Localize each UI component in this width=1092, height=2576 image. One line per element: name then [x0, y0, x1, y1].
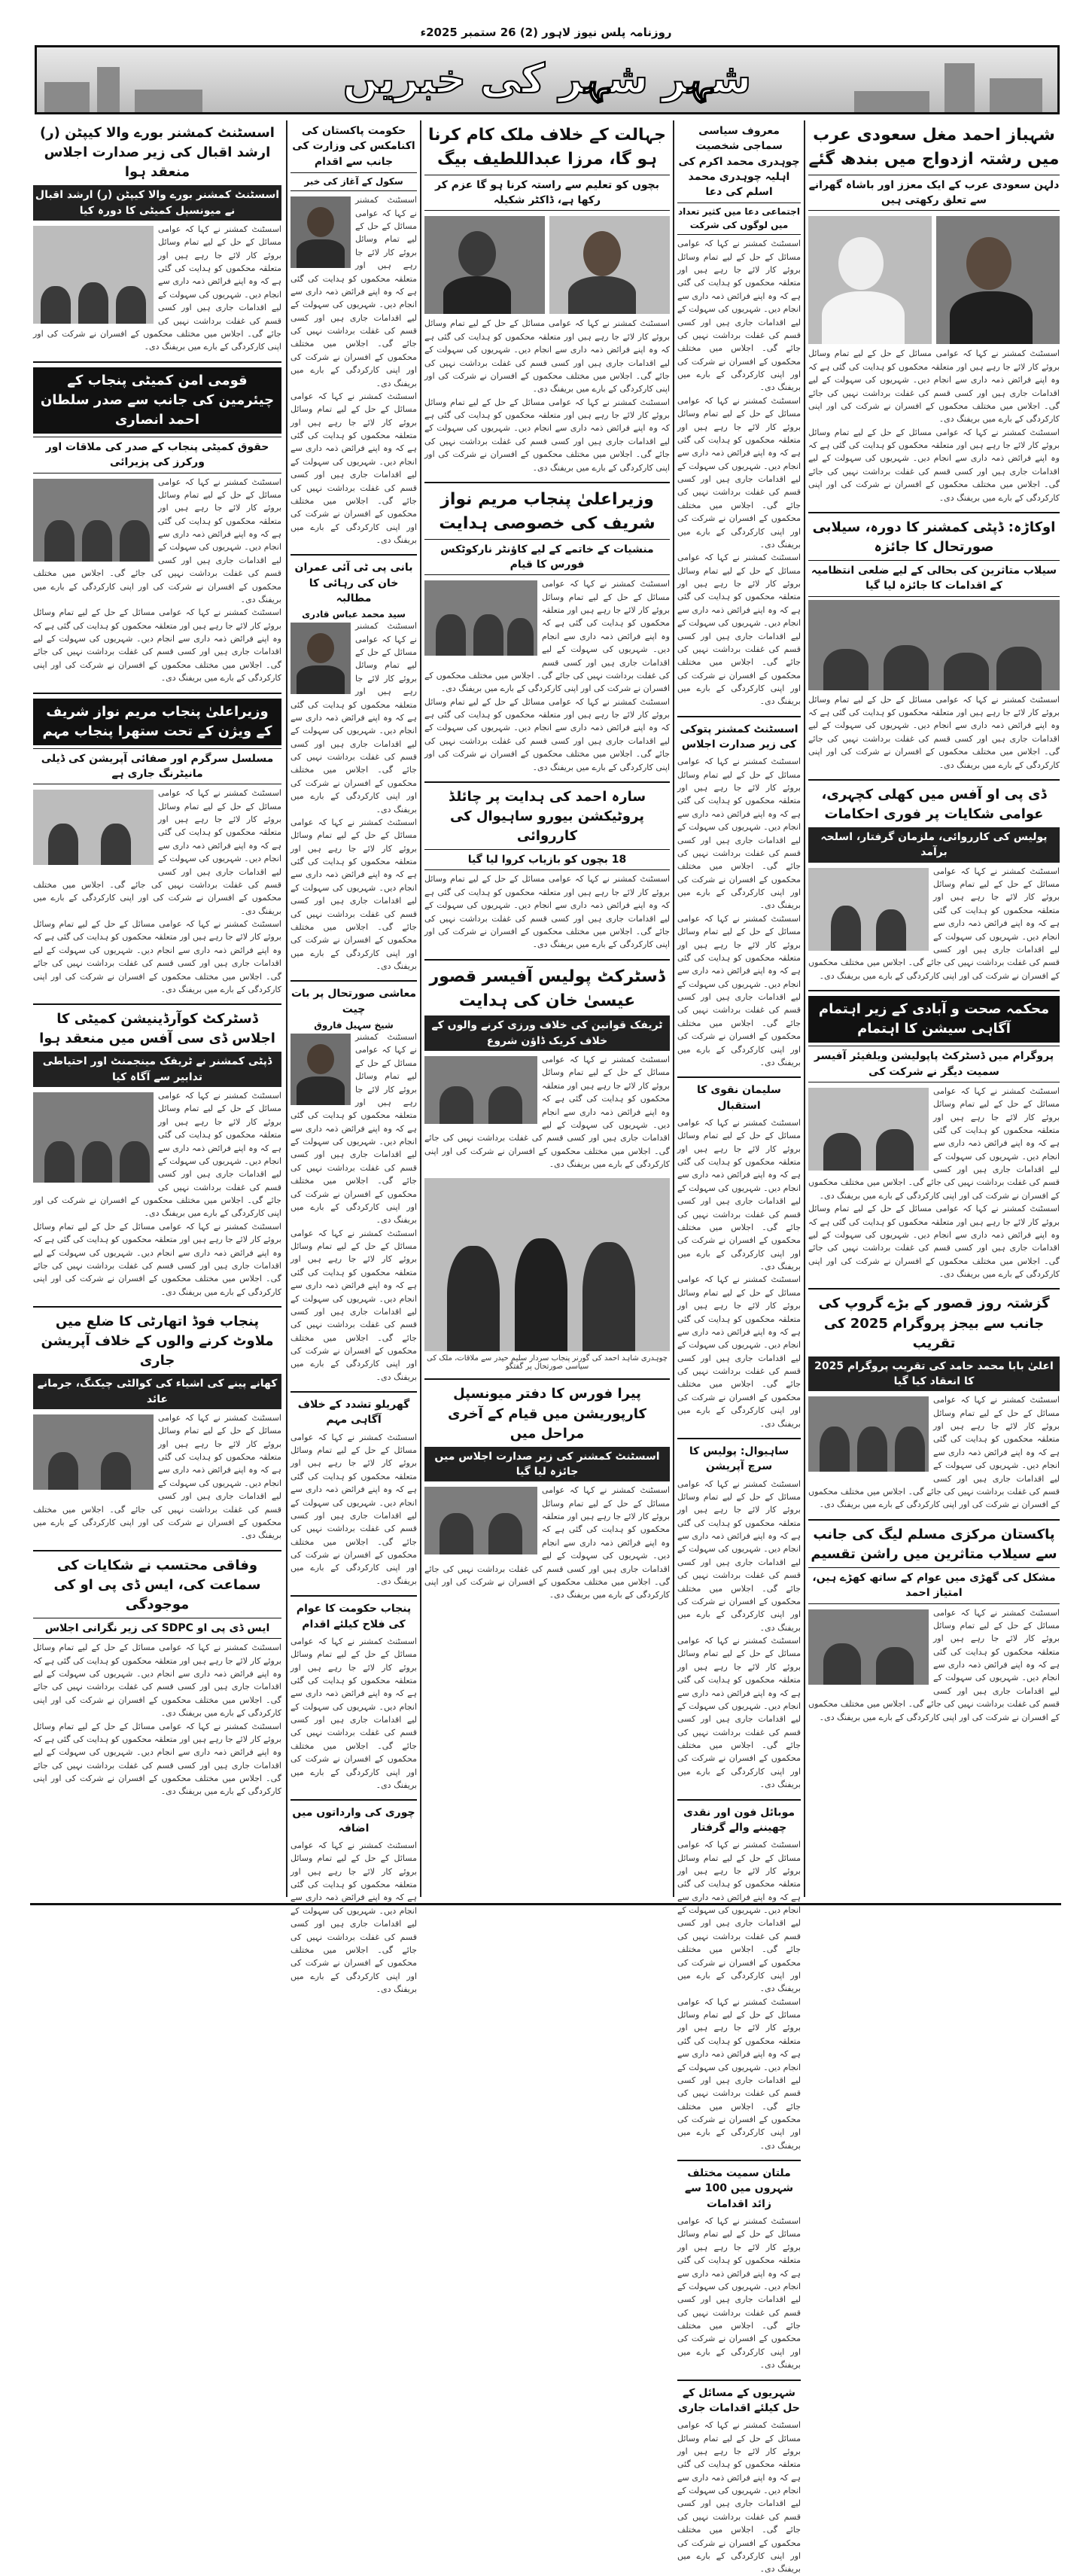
ceremony-photo	[808, 1396, 929, 1472]
section-banner	[35, 45, 1060, 114]
headline: پنجاب فوڈ اتھارٹی کا ضلع میں ملاوٹ کرنے والوں کے خلاف آپریشن جاری	[41, 1314, 274, 1369]
article-body: اسسٹنٹ کمشنر نے کہا کہ عوامی مسائل کے حل کے لیے تمام وسائل بروئے کار لائے جا رہے ہیں اور متعلقہ محکموں کو ہدایت کی گئی ہے کہ وہ اپنے فرائض ذمہ داری سے انجام دیں۔ شہریوں کی سہولت کے لیے اقدامات جاری ہیں اور کسی قسم کی غفلت برداشت نہیں کی جائے گی۔ اجلاس میں مختلف محکموں کے افسران نے شرکت کی اور اپنی کارکردگی کے بارے میں بریفنگ دی۔	[33, 1643, 281, 1719]
headline: ڈسٹرکٹ کوآرڈینیشن کمیٹی کا اجلاس ڈی سی آفس میں منعقد ہوا	[39, 1011, 275, 1047]
article-body: اسسٹنٹ کمشنر نے کہا کہ عوامی مسائل کے حل کے لیے تمام وسائل بروئے کار لائے جا رہے ہیں اور متعلقہ محکموں کو ہدایت کی گئی ہے کہ وہ اپنے فرائض ذمہ داری سے انجام دیں۔ شہریوں کی سہولت کے لیے اقدامات جاری ہیں اور کسی قسم کی غفلت برداشت نہیں کی جائے گی۔ اجلاس میں مختلف محکموں کے افسران نے شرکت کی اور اپنی کارکردگی کے بارے میں بریفنگ دی۔	[677, 757, 801, 911]
guest-photo	[808, 216, 932, 344]
article-suthra-punjab	[33, 699, 281, 997]
article-body: اسسٹنٹ کمشنر نے کہا کہ عوامی مسائل کے حل کے لیے تمام وسائل بروئے کار لائے جا رہے ہیں اور متعلقہ محکموں کو ہدایت کی گئی ہے کہ وہ اپنے فرائض ذمہ داری سے انجام دیں۔ شہریوں کی سہولت کے لیے اقدامات جاری ہیں اور کسی قسم کی غفلت برداشت نہیں کی جائے گی۔ اجلاس میں مختلف محکموں کے افسران نے شرکت کی اور اپنی کارکردگی کے بارے میں بریفنگ دی۔	[677, 2420, 801, 2574]
article-body: اسسٹنٹ کمشنر نے کہا کہ عوامی مسائل کے حل کے لیے تمام وسائل بروئے کار لائے جا رہے ہیں اور متعلقہ محکموں کو ہدایت کی گئی ہے کہ وہ اپنے فرائض ذمہ داری سے انجام دیں۔ شہریوں کی سہولت کے لیے اقدامات جاری ہیں اور کسی قسم کی غفلت برداشت نہیں کی جائے گی۔ اجلاس میں مختلف محکموں کے افسران نے شرکت کی اور اپنی کارکردگی کے بارے میں بریفنگ دی۔	[33, 477, 281, 604]
article-body: اسسٹنٹ کمشنر نے کہا کہ عوامی مسائل کے حل کے لیے تمام وسائل بروئے کار لائے جا رہے ہیں اور متعلقہ محکموں کو ہدایت کی گئی ہے کہ وہ اپنے فرائض ذمہ داری سے انجام دیں۔ شہریوں کی سہولت کے لیے اقدامات جاری ہیں اور کسی قسم کی غفلت برداشت نہیں کی جائے گی۔ اجلاس میں مختلف محکموں کے افسران نے شرکت کی اور اپنی کارکردگی کے بارے میں بریفنگ دی۔	[424, 874, 670, 950]
article-pti	[290, 560, 417, 973]
article-governor	[424, 1178, 670, 1371]
headline: پاکستان مرکزی مسلم لیگ کی جانب سے سیلاب متاثرین میں راشن تقسیم	[811, 1526, 1057, 1562]
article-body: اسسٹنٹ کمشنر نے کہا کہ عوامی مسائل کے حل کے لیے تمام وسائل بروئے کار لائے جا رہے ہیں اور متعلقہ محکموں کو ہدایت کی گئی ہے کہ وہ اپنے فرائض ذمہ داری سے انجام دیں۔ شہریوں کی سہولت کے لیے اقدامات جاری ہیں اور کسی قسم کی غفلت برداشت نہیں کی جائے گی۔ اجلاس میں مختلف محکموں کے افسران نے شرکت کی اور اپنی کارکردگی کے بارے میں بریفنگ دی۔	[424, 1055, 670, 1170]
article-body: اسسٹنٹ کمشنر نے کہا کہ عوامی مسائل کے حل کے لیے تمام وسائل بروئے کار لائے جا رہے ہیں اور متعلقہ محکموں کو ہدایت کی گئی ہے کہ وہ اپنے فرائض ذمہ داری سے انجام دیں۔ شہریوں کی سہولت کے لیے اقدامات جاری ہیں اور کسی قسم کی غفلت برداشت نہیں کی جائے گی۔ اجلاس میں مختلف محکموں کے افسران نے شرکت کی اور اپنی کارکردگی کے بارے میں بریفنگ دی۔	[290, 621, 417, 815]
article-body: اسسٹنٹ کمشنر نے کہا کہ عوامی مسائل کے حل کے لیے تمام وسائل بروئے کار لائے جا رہے ہیں اور متعلقہ محکموں کو ہدایت کی گئی ہے کہ وہ اپنے فرائض ذمہ داری سے انجام دیں۔ شہریوں کی سہولت کے لیے اقدامات جاری ہیں اور کسی قسم کی غفلت برداشت نہیں کی جائے گی۔ اجلاس میں مختلف محکموں کے افسران نے شرکت کی اور اپنی کارکردگی کے بارے میں بریفنگ دی۔	[808, 1607, 1060, 1722]
article-body: اسسٹنٹ کمشنر نے کہا کہ عوامی مسائل کے حل کے لیے تمام وسائل بروئے کار لائے جا رہے ہیں اور متعلقہ محکموں کو ہدایت کی گئی ہے کہ وہ اپنے فرائض ذمہ داری سے انجام دیں۔ شہریوں کی سہولت کے لیے اقدامات جاری ہیں اور کسی قسم کی غفلت برداشت نہیں کی جائے گی۔ اجلاس میں مختلف محکموں کے افسران نے شرکت کی اور اپنی کارکردگی کے بارے میں بریفنگ دی۔	[808, 1395, 1060, 1510]
subheadline: 18 بچوں کو بازیاب کروا لیا گیا	[424, 849, 670, 870]
groom-photo	[936, 216, 1060, 344]
subheadline: اسسٹنٹ کمشنر کی زیر صدارت اجلاس میں جائزہ لیا گیا	[424, 1447, 670, 1482]
headline: شہریوں کے مسائل کے حل کیلئے اقدامات جاری	[678, 2386, 800, 2414]
subheadline: حقوق کمیٹی پنجاب کے صدر کی ملاقات اور ورکرز کی پزیرائی	[33, 437, 281, 473]
traffic-photo	[424, 1056, 537, 1124]
column-5	[33, 120, 281, 1897]
article-body: اسسٹنٹ کمشنر نے کہا کہ عوامی مسائل کے حل کے لیے تمام وسائل بروئے کار لائے جا رہے ہیں اور متعلقہ محکموں کو ہدایت کی گئی ہے کہ وہ اپنے فرائض ذمہ داری سے انجام دیں۔ شہریوں کی سہولت کے لیے اقدامات جاری ہیں اور کسی قسم کی غفلت برداشت نہیں کی جائے گی۔ اجلاس میں مختلف محکموں کے افسران نے شرکت کی اور اپنی کارکردگی کے بارے میں بریفنگ دی۔	[33, 788, 281, 916]
article-govt	[290, 123, 417, 547]
article-body: اسسٹنٹ کمشنر نے کہا کہ عوامی مسائل کے حل کے لیے تمام وسائل بروئے کار لائے جا رہے ہیں اور متعلقہ محکموں کو ہدایت کی گئی ہے کہ وہ اپنے فرائض ذمہ داری سے انجام دیں۔ شہریوں کی سہولت کے لیے اقدامات جاری ہیں اور کسی قسم کی غفلت برداشت نہیں کی جائے گی۔ اجلاس میں مختلف محکموں کے افسران نے شرکت کی اور اپنی کارکردگی کے بارے میں بریفنگ دی۔	[677, 553, 801, 707]
article-health	[808, 996, 1060, 1280]
article-body: اسسٹنٹ کمشنر نے کہا کہ عوامی مسائل کے حل کے لیے تمام وسائل بروئے کار لائے جا رہے ہیں اور متعلقہ محکموں کو ہدایت کی گئی ہے کہ وہ اپنے فرائض ذمہ داری سے انجام دیں۔ شہریوں کی سہولت کے لیے اقدامات جاری ہیں اور کسی قسم کی غفلت برداشت نہیں کی جائے گی۔ اجلاس میں مختلف محکموں کے افسران نے شرکت کی اور اپنی کارکردگی کے بارے میں بریفنگ دی۔	[424, 579, 670, 694]
subheadline: سیلاب متاثرین کی بحالی کے لیے ضلعی انتظامیہ کے اقدامات کا جائزہ لیا گیا	[808, 560, 1060, 597]
article-peace	[33, 367, 281, 685]
article-body: اسسٹنٹ کمشنر نے کہا کہ عوامی مسائل کے حل کے لیے تمام وسائل بروئے کار لائے جا رہے ہیں اور متعلقہ محکموں کو ہدایت کی گئی ہے کہ وہ اپنے فرائض ذمہ داری سے انجام دیں۔ شہریوں کی سہولت کے لیے اقدامات جاری ہیں اور کسی قسم کی غفلت برداشت نہیں کی جائے گی۔ اجلاس میں مختلف محکموں کے افسران نے شرکت کی اور اپنی کارکردگی کے بارے میں بریفنگ دی۔	[33, 919, 281, 994]
headline: گزشتہ روز قصور کے بڑے گروپ کی جانب سے بیجز پروگرام 2025 کی تقریب	[818, 1296, 1050, 1351]
article-body: اسسٹنٹ کمشنر نے کہا کہ عوامی مسائل کے حل کے لیے تمام وسائل بروئے کار لائے جا رہے ہیں اور متعلقہ محکموں کو ہدایت کی گئی ہے کہ وہ اپنے فرائض ذمہ داری سے انجام دیں۔ شہریوں کی سہولت کے لیے اقدامات جاری ہیں اور کسی قسم کی غفلت برداشت نہیں کی جائے گی۔ اجلاس میں مختلف محکموں کے افسران نے شرکت کی اور اپنی کارکردگی کے بارے میں بریفنگ دی۔	[33, 1091, 281, 1219]
cnf-photo	[424, 580, 537, 656]
collage-photo	[33, 226, 154, 324]
cleaning-photo	[33, 790, 154, 865]
headline: سلیمان نقوی کا استقبال	[697, 1084, 781, 1112]
article-body: اسسٹنٹ کمشنر نے کہا کہ عوامی مسائل کے حل کے لیے تمام وسائل بروئے کار لائے جا رہے ہیں اور متعلقہ محکموں کو ہدایت کی گئی ہے کہ وہ اپنے فرائض ذمہ داری سے انجام دیں۔ شہریوں کی سہولت کے لیے اقدامات جاری ہیں اور کسی قسم کی غفلت برداشت نہیں کی جائے گی۔ اجلاس میں مختلف محکموں کے افسران نے شرکت کی اور اپنی کارکردگی کے بارے میں بریفنگ دی۔	[424, 696, 670, 772]
article-citizens	[677, 2386, 801, 2576]
headline: قومی امن کمیٹی پنجاب کے چیئرمین کی جانب سے صدر سلطان احمد انصاری	[33, 367, 281, 434]
column-3	[424, 120, 670, 1897]
article-body: اسسٹنٹ کمشنر نے کہا کہ عوامی مسائل کے حل کے لیے تمام وسائل بروئے کار لائے جا رہے ہیں اور متعلقہ محکموں کو ہدایت کی گئی ہے کہ وہ اپنے فرائض ذمہ داری سے انجام دیں۔ شہریوں کی سہولت کے لیے اقدامات جاری ہیں اور کسی قسم کی غفلت برداشت نہیں کی جائے گی۔ اجلاس میں مختلف محکموں کے افسران نے شرکت کی اور اپنی کارکردگی کے بارے میں بریفنگ دی۔	[290, 195, 417, 388]
subheadline: اعلیٰ بابا محمد حامد کی تقریب پروگرام 2025 کا انعقاد کیا گیا	[808, 1357, 1060, 1392]
column-4	[290, 120, 417, 1995]
article-body: اسسٹنٹ کمشنر نے کہا کہ عوامی مسائل کے حل کے لیے تمام وسائل بروئے کار لائے جا رہے ہیں اور متعلقہ محکموں کو ہدایت کی گئی ہے کہ وہ اپنے فرائض ذمہ داری سے انجام دیں۔ شہریوں کی سہولت کے لیے اقدامات جاری ہیں اور کسی قسم کی غفلت برداشت نہیں کی جائے گی۔ اجلاس میں مختلف محکموں کے افسران نے شرکت کی اور اپنی کارکردگی کے بارے میں بریفنگ دی۔	[808, 1204, 1060, 1280]
columnist-photo	[290, 623, 351, 694]
article-welfare	[290, 1601, 417, 1792]
subheadline: ایس ڈی پی او SDPC کی زیر نگرانی اجلاس	[33, 1618, 281, 1639]
article-pmml	[808, 1525, 1060, 1724]
meeting-photo	[808, 600, 1060, 690]
headline: گھریلو تشدد کے خلاف آگاہی مہم	[297, 1399, 410, 1427]
portrait-photo	[424, 216, 545, 314]
headline: معاشی صورتحال پر بات چیت	[290, 988, 417, 1015]
headline: اسسٹنٹ کمشنر بورے والا کیپٹن (ر) ارشد اقبال کی زیر صدارت اجلاس منعقد ہوا	[40, 125, 275, 181]
meeting-photo	[33, 479, 154, 562]
headline: وزیراعلیٰ پنجاب مریم نواز شریف کی خصوصی ہدایت	[439, 489, 656, 533]
headline: چوری کی وارداتوں میں اضافہ	[292, 1807, 415, 1835]
headline: ملتان سمیت مختلف شہروں میں 100 سے زائد اقدامات	[684, 2167, 794, 2210]
article-body: اسسٹنٹ کمشنر نے کہا کہ عوامی مسائل کے حل کے لیے تمام وسائل بروئے کار لائے جا رہے ہیں اور متعلقہ محکموں کو ہدایت کی گئی ہے کہ وہ اپنے فرائض ذمہ داری سے انجام دیں۔ شہریوں کی سہولت کے لیے اقدامات جاری ہیں اور کسی قسم کی غفلت برداشت نہیں کی جائے گی۔ اجلاس میں مختلف محکموں کے افسران نے شرکت کی اور اپنی کارکردگی کے بارے میں بریفنگ دی۔	[677, 239, 801, 393]
article-body: اسسٹنٹ کمشنر نے کہا کہ عوامی مسائل کے حل کے لیے تمام وسائل بروئے کار لائے جا رہے ہیں اور متعلقہ محکموں کو ہدایت کی گئی ہے کہ وہ اپنے فرائض ذمہ داری سے انجام دیں۔ شہریوں کی سہولت کے لیے اقدامات جاری ہیں اور کسی قسم کی غفلت برداشت نہیں کی جائے گی۔ اجلاس میں مختلف محکموں کے افسران نے شرکت کی اور اپنی کارکردگی کے بارے میں بریفنگ دی۔	[808, 694, 1060, 770]
article-ac-burewala	[33, 123, 281, 354]
article-economy	[290, 986, 417, 1384]
headline: محکمہ صحت و آبادی کے زیر اہتمام آگاہی سیشن کا اہتمام	[808, 996, 1060, 1043]
subheadline: مشکل کی گھڑی میں عوام کے ساتھ کھڑے ہیں، امتیاز احمد	[808, 1567, 1060, 1604]
headline: معروف سیاسی سماجی شخصیت چوہدری محمد اکرم کی اہلیہ چوہدری محمد اسلم کی دعا	[678, 125, 800, 199]
portrait-photo	[549, 216, 670, 314]
article-body: اسسٹنٹ کمشنر نے کہا کہ عوامی مسائل کے حل کے لیے تمام وسائل بروئے کار لائے جا رہے ہیں اور متعلقہ محکموں کو ہدایت کی گئی ہے کہ وہ اپنے فرائض ذمہ داری سے انجام دیں۔ شہریوں کی سہولت کے لیے اقدامات جاری ہیں اور کسی قسم کی غفلت برداشت نہیں کی جائے گی۔ اجلاس میں مختلف محکموں کے افسران نے شرکت کی اور اپنی کارکردگی کے بارے میں بریفنگ دی۔	[33, 224, 281, 352]
article-body: اسسٹنٹ کمشنر نے کہا کہ عوامی مسائل کے حل کے لیے تمام وسائل بروئے کار لائے جا رہے ہیں اور متعلقہ محکموں کو ہدایت کی گئی ہے کہ وہ اپنے فرائض ذمہ داری سے انجام دیں۔ شہریوں کی سہولت کے لیے اقدامات جاری ہیں اور کسی قسم کی غفلت برداشت نہیں کی جائے گی۔ اجلاس میں مختلف محکموں کے افسران نے شرکت کی اور اپنی کارکردگی کے بارے میں بریفنگ دی۔	[808, 1086, 1060, 1201]
headline: پیرا فورس کا دفتر میونسپل کارپوریشن میں قیام کے آخری مراحل میں	[448, 1386, 646, 1442]
article-body: اسسٹنٹ کمشنر نے کہا کہ عوامی مسائل کے حل کے لیے تمام وسائل بروئے کار لائے جا رہے ہیں اور متعلقہ محکموں کو ہدایت کی گئی ہے کہ وہ اپنے فرائض ذمہ داری سے انجام دیں۔ شہریوں کی سہولت کے لیے اقدامات جاری ہیں اور کسی قسم کی غفلت برداشت نہیں کی جائے گی۔ اجلاس میں مختلف محکموں کے افسران نے شرکت کی اور اپنی کارکردگی کے بارے میں بریفنگ دی۔	[33, 607, 281, 684]
article-body: اسسٹنٹ کمشنر نے کہا کہ عوامی مسائل کے حل کے لیے تمام وسائل بروئے کار لائے جا رہے ہیں اور متعلقہ محکموں کو ہدایت کی گئی ہے کہ وہ اپنے فرائض ذمہ داری سے انجام دیں۔ شہریوں کی سہولت کے لیے اقدامات جاری ہیں اور کسی قسم کی غفلت برداشت نہیں کی جائے گی۔ اجلاس میں مختلف محکموں کے افسران نے شرکت کی اور اپنی کارکردگی کے بارے میں بریفنگ دی۔	[677, 1840, 801, 1994]
headline: جہالت کے خلاف ملک کام کرنا ہو گا، مرزا عبداللطیف بیگ	[428, 126, 666, 169]
subheadline: ٹریفک قوانین کی خلاف ورزی کرنے والوں کے خلاف کریک ڈاؤن شروع	[424, 1015, 670, 1051]
article-para-force	[424, 1384, 670, 1601]
article-body: اسسٹنٹ کمشنر نے کہا کہ عوامی مسائل کے حل کے لیے تمام وسائل بروئے کار لائے جا رہے ہیں اور متعلقہ محکموں کو ہدایت کی گئی ہے کہ وہ اپنے فرائض ذمہ داری سے انجام دیں۔ شہریوں کی سہولت کے لیے اقدامات جاری ہیں اور کسی قسم کی غفلت برداشت نہیں کی جائے گی۔ اجلاس میں مختلف محکموں کے افسران نے شرکت کی اور اپنی کارکردگی کے بارے میں بریفنگ دی۔	[677, 1996, 801, 2151]
subheadline: منشیات کے خاتمے کے لیے کاؤنٹر نارکوٹکس فورس کا قیام	[424, 539, 670, 576]
subheadline: اجتماعی دعا میں کثیر تعداد میں لوگوں کی شرکت	[677, 202, 801, 235]
subheadline: ڈپٹی کمشنر نے ٹریفک مینجمنٹ اور احتیاطی تدابیر سے آگاہ کیا	[33, 1052, 281, 1087]
article-coordination	[33, 1009, 281, 1299]
article-body: اسسٹنٹ کمشنر نے کہا کہ عوامی مسائل کے حل کے لیے تمام وسائل بروئے کار لائے جا رہے ہیں اور متعلقہ محکموں کو ہدایت کی گئی ہے کہ وہ اپنے فرائض ذمہ داری سے انجام دیں۔ شہریوں کی سہولت کے لیے اقدامات جاری ہیں اور کسی قسم کی غفلت برداشت نہیں کی جائے گی۔ اجلاس میں مختلف محکموں کے افسران نے شرکت کی اور اپنی کارکردگی کے بارے میں بریفنگ دی۔	[424, 318, 670, 394]
article-dc-visit	[808, 518, 1060, 772]
governor-meeting-photo	[424, 1178, 670, 1351]
headline: ڈی پی او آفس میں کھلی کچہری، عوامی شکایات پر فوری احکامات	[821, 786, 1047, 822]
headline: وزیراعلیٰ پنجاب مریم نواز شریف کے ویژن کے تحت ستھرا پنجاب مہم	[33, 699, 281, 745]
article-education	[424, 123, 670, 474]
article-theft	[290, 1805, 417, 1996]
byline: سید محمد عباس قادری	[302, 609, 406, 620]
subheadline: بچوں کو تعلیم سے راستہ کرنا ہو گا عزم کر رکھا ہے، ڈاکٹر شکیلہ	[424, 175, 670, 212]
headline: اوکاڑہ: ڈپٹی کمشنر کا دورہ، سیلابی صورتحال کا جائزہ	[812, 519, 1056, 555]
article-food-authority	[33, 1312, 281, 1542]
article-body: اسسٹنٹ کمشنر نے کہا کہ عوامی مسائل کے حل کے لیے تمام وسائل بروئے کار لائے جا رہے ہیں اور متعلقہ محکموں کو ہدایت کی گئی ہے کہ وہ اپنے فرائض ذمہ داری سے انجام دیں۔ شہریوں کی سہولت کے لیے اقدامات جاری ہیں اور کسی قسم کی غفلت برداشت نہیں کی جائے گی۔ اجلاس میں مختلف محکموں کے افسران نے شرکت کی اور اپنی کارکردگی کے بارے میں بریفنگ دی۔	[290, 1636, 417, 1790]
article-body: اسسٹنٹ کمشنر نے کہا کہ عوامی مسائل کے حل کے لیے تمام وسائل بروئے کار لائے جا رہے ہیں اور متعلقہ محکموں کو ہدایت کی گئی ہے کہ وہ اپنے فرائض ذمہ داری سے انجام دیں۔ شہریوں کی سہولت کے لیے اقدامات جاری ہیں اور کسی قسم کی غفلت برداشت نہیں کی جائے گی۔ اجلاس میں مختلف محکموں کے افسران نے شرکت کی اور اپنی کارکردگی کے بارے میں بریفنگ دی۔	[290, 1032, 417, 1226]
session-photo	[808, 1088, 929, 1171]
subheadline: پروگرام میں ڈسٹرکٹ پاپولیشن ویلفیئر آفیسر سمیت دیگر نے شرکت کی	[808, 1046, 1060, 1082]
article-body: اسسٹنٹ کمشنر نے کہا کہ عوامی مسائل کے حل کے لیے تمام وسائل بروئے کار لائے جا رہے ہیں اور متعلقہ محکموں کو ہدایت کی گئی ہے کہ وہ اپنے فرائض ذمہ داری سے انجام دیں۔ شہریوں کی سہولت کے لیے اقدامات جاری ہیں اور کسی قسم کی غفلت برداشت نہیں کی جائے گی۔ اجلاس میں مختلف محکموں کے افسران نے شرکت کی اور اپنی کارکردگی کے بارے میں بریفنگ دی۔	[290, 1432, 417, 1586]
article-cnf	[424, 488, 670, 774]
article-dpo	[808, 785, 1060, 982]
photo-caption: چوہدری شاہد احمد کی گورنر پنجاب سردار سلیم حیدر سے ملاقات، ملک کی سیاسی صورتحال پر گفتگو	[427, 1354, 668, 1372]
article-body: اسسٹنٹ کمشنر نے کہا کہ عوامی مسائل کے حل کے لیے تمام وسائل بروئے کار لائے جا رہے ہیں اور متعلقہ محکموں کو ہدایت کی گئی ہے کہ وہ اپنے فرائض ذمہ داری سے انجام دیں۔ شہریوں کی سہولت کے لیے اقدامات جاری ہیں اور کسی قسم کی غفلت برداشت نہیں کی جائے گی۔ اجلاس میں مختلف محکموں کے افسران نے شرکت کی اور اپنی کارکردگی کے بارے میں بریفنگ دی۔	[290, 817, 417, 972]
headline: ساہیوال: پولیس کا سرچ آپریشن	[689, 1445, 789, 1473]
subheadline: پولیس کی کارروائی، ملزمان گرفتار، اسلحہ برآمد	[808, 827, 1060, 863]
article-body: اسسٹنٹ کمشنر نے کہا کہ عوامی مسائل کے حل کے لیے تمام وسائل بروئے کار لائے جا رہے ہیں اور متعلقہ محکموں کو ہدایت کی گئی ہے کہ وہ اپنے فرائض ذمہ داری سے انجام دیں۔ شہریوں کی سہولت کے لیے اقدامات جاری ہیں اور کسی قسم کی غفلت برداشت نہیں کی جائے گی۔ اجلاس میں مختلف محکموں کے افسران نے شرکت کی اور اپنی کارکردگی کے بارے میں بریفنگ دی۔	[677, 1478, 801, 1633]
subheadline: دلہن سعودی عرب کے ایک معزز اور باشاہ گھرانے سے تعلق رکھتی ہیں	[808, 175, 1060, 212]
article-body: اسسٹنٹ کمشنر نے کہا کہ عوامی مسائل کے حل کے لیے تمام وسائل بروئے کار لائے جا رہے ہیں اور متعلقہ محکموں کو ہدایت کی گئی ہے کہ وہ اپنے فرائض ذمہ داری سے انجام دیں۔ شہریوں کی سہولت کے لیے اقدامات جاری ہیں اور کسی قسم کی غفلت برداشت نہیں کی جائے گی۔ اجلاس میں مختلف محکموں کے افسران نے شرکت کی اور اپنی کارکردگی کے بارے میں بریفنگ دی۔	[424, 397, 670, 473]
weapons-photo	[808, 868, 929, 951]
headline: حکومت پاکستان کی اکنامکس کی وزارت کی جانب سے اقدام	[292, 125, 415, 168]
banner-title: شہر شہر کی خبریں	[342, 55, 752, 102]
headline: شہباز احمد مغل سعودی عرب میں رشتہ ازدواج میں بندھ گئے	[808, 126, 1060, 169]
headline: موبائل فون اور نقدی چھیننے والے گرفتار	[683, 1806, 795, 1834]
article-multan	[677, 2166, 801, 2371]
article-body: اسسٹنٹ کمشنر نے کہا کہ عوامی مسائل کے حل کے لیے تمام وسائل بروئے کار لائے جا رہے ہیں اور متعلقہ محکموں کو ہدایت کی گئی ہے کہ وہ اپنے فرائض ذمہ داری سے انجام دیں۔ شہریوں کی سہولت کے لیے اقدامات جاری ہیں اور کسی قسم کی غفلت برداشت نہیں کی جائے گی۔ اجلاس میں مختلف محکموں کے افسران نے شرکت کی اور اپنی کارکردگی کے بارے میں بریفنگ دی۔	[290, 391, 417, 546]
article-body: اسسٹنٹ کمشنر نے کہا کہ عوامی مسائل کے حل کے لیے تمام وسائل بروئے کار لائے جا رہے ہیں اور متعلقہ محکموں کو ہدایت کی گئی ہے کہ وہ اپنے فرائض ذمہ داری سے انجام دیں۔ شہریوں کی سہولت کے لیے اقدامات جاری ہیں اور کسی قسم کی غفلت برداشت نہیں کی جائے گی۔ اجلاس میں مختلف محکموں کے افسران نے شرکت کی اور اپنی کارکردگی کے بارے میں بریفنگ دی۔	[33, 1721, 281, 1797]
dateline: روزنامہ پلس نیوز لاہور (2) 26 ستمبر 2025ء	[420, 26, 672, 39]
headline: سارہ احمد کی ہدایت پر چائلڈ پروٹیکشن بیورو ساہیوال کی کارروائی	[448, 788, 646, 845]
article-snatchers	[677, 1805, 801, 2153]
article-body: اسسٹنٹ کمشنر نے کہا کہ عوامی مسائل کے حل کے لیے تمام وسائل بروئے کار لائے جا رہے ہیں اور متعلقہ محکموں کو ہدایت کی گئی ہے کہ وہ اپنے فرائض ذمہ داری سے انجام دیں۔ شہریوں کی سہولت کے لیے اقدامات جاری ہیں اور کسی قسم کی غفلت برداشت نہیں کی جائے گی۔ اجلاس میں مختلف محکموں کے افسران نے شرکت کی اور اپنی کارکردگی کے بارے میں بریفنگ دی۔	[677, 1274, 801, 1429]
article-body: اسسٹنٹ کمشنر نے کہا کہ عوامی مسائل کے حل کے لیے تمام وسائل بروئے کار لائے جا رہے ہیں اور متعلقہ محکموں کو ہدایت کی گئی ہے کہ وہ اپنے فرائض ذمہ داری سے انجام دیں۔ شہریوں کی سہولت کے لیے اقدامات جاری ہیں اور کسی قسم کی غفلت برداشت نہیں کی جائے گی۔ اجلاس میں مختلف محکموں کے افسران نے شرکت کی اور اپنی کارکردگی کے بارے میں بریفنگ دی۔	[424, 1485, 670, 1600]
article-ac-meeting	[677, 722, 801, 1070]
article-body: اسسٹنٹ کمشنر نے کہا کہ عوامی مسائل کے حل کے لیے تمام وسائل بروئے کار لائے جا رہے ہیں اور متعلقہ محکموں کو ہدایت کی گئی ہے کہ وہ اپنے فرائض ذمہ داری سے انجام دیں۔ شہریوں کی سہولت کے لیے اقدامات جاری ہیں اور کسی قسم کی غفلت برداشت نہیں کی جائے گی۔ اجلاس میں مختلف محکموں کے افسران نے شرکت کی اور اپنی کارکردگی کے بارے میں بریفنگ دی۔	[33, 1412, 281, 1541]
subheadline: کھانے پینے کی اشیاء کی کوالٹی چیکنگ، جرمانے عائد	[33, 1374, 281, 1409]
article-body: اسسٹنٹ کمشنر نے کہا کہ عوامی مسائل کے حل کے لیے تمام وسائل بروئے کار لائے جا رہے ہیں اور متعلقہ محکموں کو ہدایت کی گئی ہے کہ وہ اپنے فرائض ذمہ داری سے انجام دیں۔ شہریوں کی سہولت کے لیے اقدامات جاری ہیں اور کسی قسم کی غفلت برداشت نہیں کی جائے گی۔ اجلاس میں مختلف محکموں کے افسران نے شرکت کی اور اپنی کارکردگی کے بارے میں بریفنگ دی۔	[677, 913, 801, 1067]
subheadline: مسلسل سرگرم اور صفائی آپریشن کی ڈیلی مانیٹرنگ جاری ہے	[33, 748, 281, 785]
article-search	[677, 1444, 801, 1792]
headline: وفاقی محتسب نے شکایات کی سماعت کی، ایس ڈی پی او کی موجودگی	[53, 1557, 261, 1612]
inspection-photo	[33, 1414, 154, 1490]
subheadline: سکول کے آغاز کی خبر	[290, 172, 417, 191]
article-body: اسسٹنٹ کمشنر نے کہا کہ عوامی مسائل کے حل کے لیے تمام وسائل بروئے کار لائے جا رہے ہیں اور متعلقہ محکموں کو ہدایت کی گئی ہے کہ وہ اپنے فرائض ذمہ داری سے انجام دیں۔ شہریوں کی سہولت کے لیے اقدامات جاری ہیں اور کسی قسم کی غفلت برداشت نہیں کی جائے گی۔ اجلاس میں مختلف محکموں کے افسران نے شرکت کی اور اپنی کارکردگی کے بارے میں بریفنگ دی۔	[677, 2216, 801, 2370]
headline: پنجاب حکومت کا عوام کی فلاح کیلئے اقدام	[296, 1603, 412, 1631]
article-dua	[677, 123, 801, 708]
ration-photo	[808, 1609, 929, 1685]
article-body: اسسٹنٹ کمشنر نے کہا کہ عوامی مسائل کے حل کے لیے تمام وسائل بروئے کار لائے جا رہے ہیں اور متعلقہ محکموں کو ہدایت کی گئی ہے کہ وہ اپنے فرائض ذمہ داری سے انجام دیں۔ شہریوں کی سہولت کے لیے اقدامات جاری ہیں اور کسی قسم کی غفلت برداشت نہیں کی جائے گی۔ اجلاس میں مختلف محکموں کے افسران نے شرکت کی اور اپنی کارکردگی کے بارے میں بریفنگ دی۔	[290, 1840, 417, 1995]
office-photo	[424, 1487, 537, 1554]
headline: بانی پی ٹی آئی عمران خان کی رہائی کا مطالبہ	[294, 562, 413, 604]
article-body: اسسٹنٹ کمشنر نے کہا کہ عوامی مسائل کے حل کے لیے تمام وسائل بروئے کار لائے جا رہے ہیں اور متعلقہ محکموں کو ہدایت کی گئی ہے کہ وہ اپنے فرائض ذمہ داری سے انجام دیں۔ شہریوں کی سہولت کے لیے اقدامات جاری ہیں اور کسی قسم کی غفلت برداشت نہیں کی جائے گی۔ اجلاس میں مختلف محکموں کے افسران نے شرکت کی اور اپنی کارکردگی کے بارے میں بریفنگ دی۔	[677, 1636, 801, 1790]
article-ceremony	[808, 1294, 1060, 1511]
columnist-photo	[290, 1034, 351, 1105]
meeting-photo	[33, 1092, 154, 1183]
article-domestic	[290, 1397, 417, 1588]
article-body: اسسٹنٹ کمشنر نے کہا کہ عوامی مسائل کے حل کے لیے تمام وسائل بروئے کار لائے جا رہے ہیں اور متعلقہ محکموں کو ہدایت کی گئی ہے کہ وہ اپنے فرائض ذمہ داری سے انجام دیں۔ شہریوں کی سہولت کے لیے اقدامات جاری ہیں اور کسی قسم کی غفلت برداشت نہیں کی جائے گی۔ اجلاس میں مختلف محکموں کے افسران نے شرکت کی اور اپنی کارکردگی کے بارے میں بریفنگ دی۔	[808, 427, 1060, 503]
subheadline: اسسٹنٹ کمشنر بورے والا کیپٹن (ر) ارشد اقبال نے میونسپل کمیٹی کا دورہ کیا	[33, 185, 281, 221]
article-traffic	[424, 965, 670, 1171]
article-body: اسسٹنٹ کمشنر نے کہا کہ عوامی مسائل کے حل کے لیے تمام وسائل بروئے کار لائے جا رہے ہیں اور متعلقہ محکموں کو ہدایت کی گئی ہے کہ وہ اپنے فرائض ذمہ داری سے انجام دیں۔ شہریوں کی سہولت کے لیے اقدامات جاری ہیں اور کسی قسم کی غفلت برداشت نہیں کی جائے گی۔ اجلاس میں مختلف محکموں کے افسران نے شرکت کی اور اپنی کارکردگی کے بارے میں بریفنگ دی۔	[677, 1117, 801, 1272]
headline: اسسٹنٹ کمشنر پتوکی کی زیر صدارت اجلاس	[680, 723, 798, 751]
article-child-protection	[424, 787, 670, 952]
column-1	[808, 120, 1060, 1897]
article-body: اسسٹنٹ کمشنر نے کہا کہ عوامی مسائل کے حل کے لیے تمام وسائل بروئے کار لائے جا رہے ہیں اور متعلقہ محکموں کو ہدایت کی گئی ہے کہ وہ اپنے فرائض ذمہ داری سے انجام دیں۔ شہریوں کی سہولت کے لیے اقدامات جاری ہیں اور کسی قسم کی غفلت برداشت نہیں کی جائے گی۔ اجلاس میں مختلف محکموں کے افسران نے شرکت کی اور اپنی کارکردگی کے بارے میں بریفنگ دی۔	[808, 349, 1060, 425]
column-2	[677, 120, 801, 2574]
article-welcome	[677, 1082, 801, 1430]
article-body: اسسٹنٹ کمشنر نے کہا کہ عوامی مسائل کے حل کے لیے تمام وسائل بروئے کار لائے جا رہے ہیں اور متعلقہ محکموں کو ہدایت کی گئی ہے کہ وہ اپنے فرائض ذمہ داری سے انجام دیں۔ شہریوں کی سہولت کے لیے اقدامات جاری ہیں اور کسی قسم کی غفلت برداشت نہیں کی جائے گی۔ اجلاس میں مختلف محکموں کے افسران نے شرکت کی اور اپنی کارکردگی کے بارے میں بریفنگ دی۔	[33, 1221, 281, 1297]
byline: شیخ سہیل فاروق	[314, 1020, 394, 1031]
article-ombudsman	[33, 1556, 281, 1798]
article-wedding	[808, 123, 1060, 504]
article-body: اسسٹنٹ کمشنر نے کہا کہ عوامی مسائل کے حل کے لیے تمام وسائل بروئے کار لائے جا رہے ہیں اور متعلقہ محکموں کو ہدایت کی گئی ہے کہ وہ اپنے فرائض ذمہ داری سے انجام دیں۔ شہریوں کی سہولت کے لیے اقدامات جاری ہیں اور کسی قسم کی غفلت برداشت نہیں کی جائے گی۔ اجلاس میں مختلف محکموں کے افسران نے شرکت کی اور اپنی کارکردگی کے بارے میں بریفنگ دی۔	[677, 395, 801, 550]
headline: ڈسٹرکٹ پولیس آفیسر قصور عیسیٰ خان کی ہدایت	[429, 967, 665, 1010]
article-body: اسسٹنٹ کمشنر نے کہا کہ عوامی مسائل کے حل کے لیے تمام وسائل بروئے کار لائے جا رہے ہیں اور متعلقہ محکموں کو ہدایت کی گئی ہے کہ وہ اپنے فرائض ذمہ داری سے انجام دیں۔ شہریوں کی سہولت کے لیے اقدامات جاری ہیں اور کسی قسم کی غفلت برداشت نہیں کی جائے گی۔ اجلاس میں مختلف محکموں کے افسران نے شرکت کی اور اپنی کارکردگی کے بارے میں بریفنگ دی۔	[808, 866, 1060, 981]
columnist-photo	[290, 196, 351, 268]
article-body: اسسٹنٹ کمشنر نے کہا کہ عوامی مسائل کے حل کے لیے تمام وسائل بروئے کار لائے جا رہے ہیں اور متعلقہ محکموں کو ہدایت کی گئی ہے کہ وہ اپنے فرائض ذمہ داری سے انجام دیں۔ شہریوں کی سہولت کے لیے اقدامات جاری ہیں اور کسی قسم کی غفلت برداشت نہیں کی جائے گی۔ اجلاس میں مختلف محکموں کے افسران نے شرکت کی اور اپنی کارکردگی کے بارے میں بریفنگ دی۔	[290, 1228, 417, 1382]
